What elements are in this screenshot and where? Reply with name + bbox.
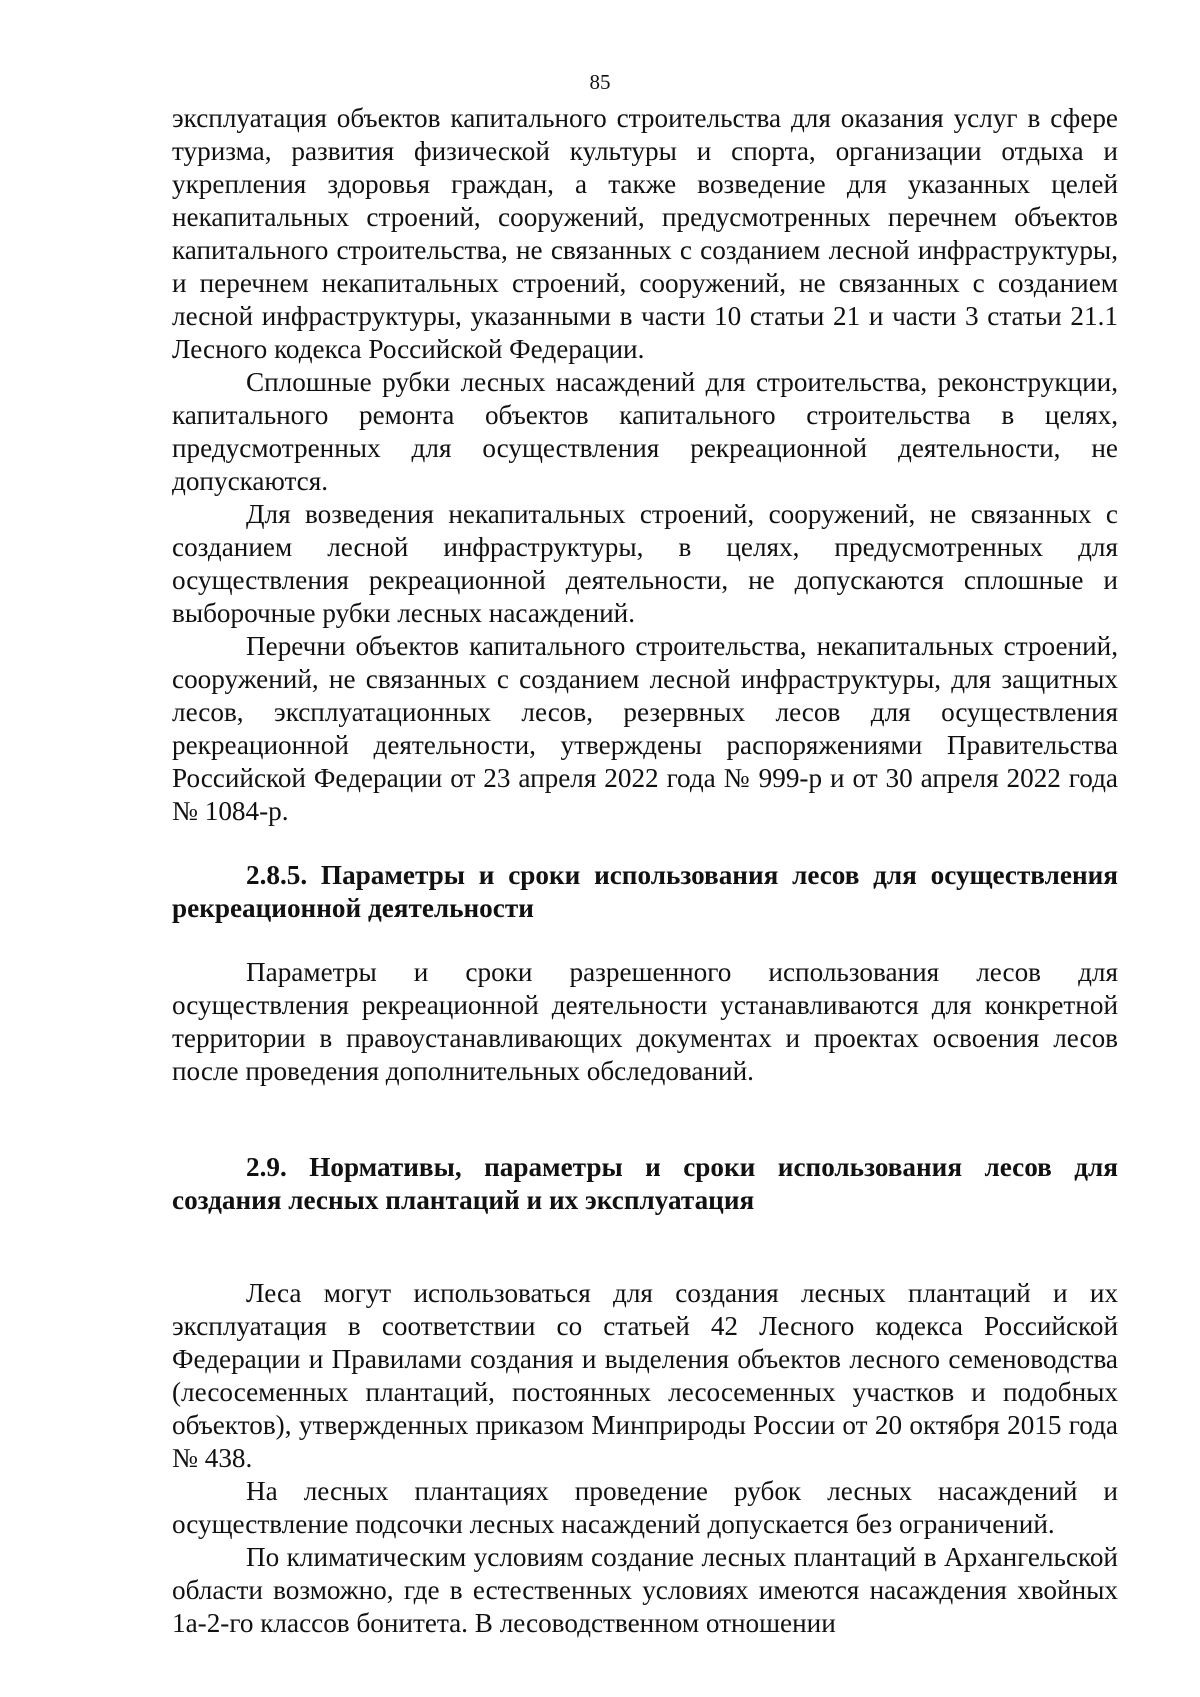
paragraph-climatic-conditions: По климатическим условиям создание лесных плантаций в Архангельской области возможно, где в естественных условиях имеются насаждения хвойных 1а-2-го классов бонитета. В лесоводственном отношении xyxy=(172,1542,1118,1638)
paragraph-recreation-parameters: Параметры и сроки разрешенного использования лесов для осуществления рекреационной деятельности устанавливаются для конкретной территории в правоустанавливающих документах и проектах освоения лесов после проведения дополнительных обследований. xyxy=(172,957,1118,1086)
paragraph-non-capital-structures: Для возведения некапитальных строений, сооружений, не связанных с созданием лесной инфраструктуры, в целях, предусмотренных для осуществления рекреационной деятельности, не допускаются сплошные и выборочные рубки лесных насаждений. xyxy=(172,499,1118,628)
document-body xyxy=(172,102,1118,1640)
paragraph-forest-plantations: Леса могут использоваться для создания лесных плантаций и их эксплуатация в соответствии со статьей 42 Лесного кодекса Российской Федерации и Правилами создания и выделения объектов лесного семеноводства (лесосеменных плантаций, постоянных лесосеменных участков и подобных объектов), утвержденных приказом Минприроды России от 20 октября 2015 года № 438. xyxy=(172,1278,1118,1473)
section-heading-2-9: 2.9. Нормативы, параметры и сроки использования лесов для создания лесных плантаций и их эксплуатация xyxy=(172,1152,1118,1215)
paragraph-continuation: эксплуатация объектов капитального строительства для оказания услуг в сфере туризма, развития физической культуры и спорта, организации отдыха и укрепления здоровья граждан, а также возведение для указанных целей некапитальных строений, сооружений, предусмотренных перечнем объектов капитального строительства, не связанных с созданием лесной инфраструктуры, и перечнем некапитальных строений, сооружений, не связанных с созданием лесной инфраструктуры, указанными в части 10 статьи 21 и части 3 статьи 21.1 Лесного кодекса Российской Федерации. xyxy=(172,103,1118,364)
paragraph-object-lists: Перечни объектов капитального строительства, некапитальных строений, сооружений, не связанных с созданием лесной инфраструктуры, для защитных лесов, эксплуатационных лесов, резервных лесов для осуществления рекреационной деятельности, утверждены распоряжениями Правительства Российской Федерации от 23 апреля 2022 года № 999-р и от 30 апреля 2022 года № 1084-р. xyxy=(172,631,1118,826)
page-number: 85 xyxy=(589,70,611,94)
paragraph-plantation-cutting: На лесных плантациях проведение рубок лесных насаждений и осуществление подсочки лесных насаждений допускается без ограничений. xyxy=(172,1476,1118,1539)
section-heading-2-8-5: 2.8.5. Параметры и сроки использования лесов для осуществления рекреационной деятельности xyxy=(172,860,1118,923)
paragraph-clear-cutting: Сплошные рубки лесных насаждений для строительства, реконструкции, капитального ремонта объектов капитального строительства в целях, предусмотренных для осуществления рекреационной деятельности, не допускаются. xyxy=(172,367,1118,496)
